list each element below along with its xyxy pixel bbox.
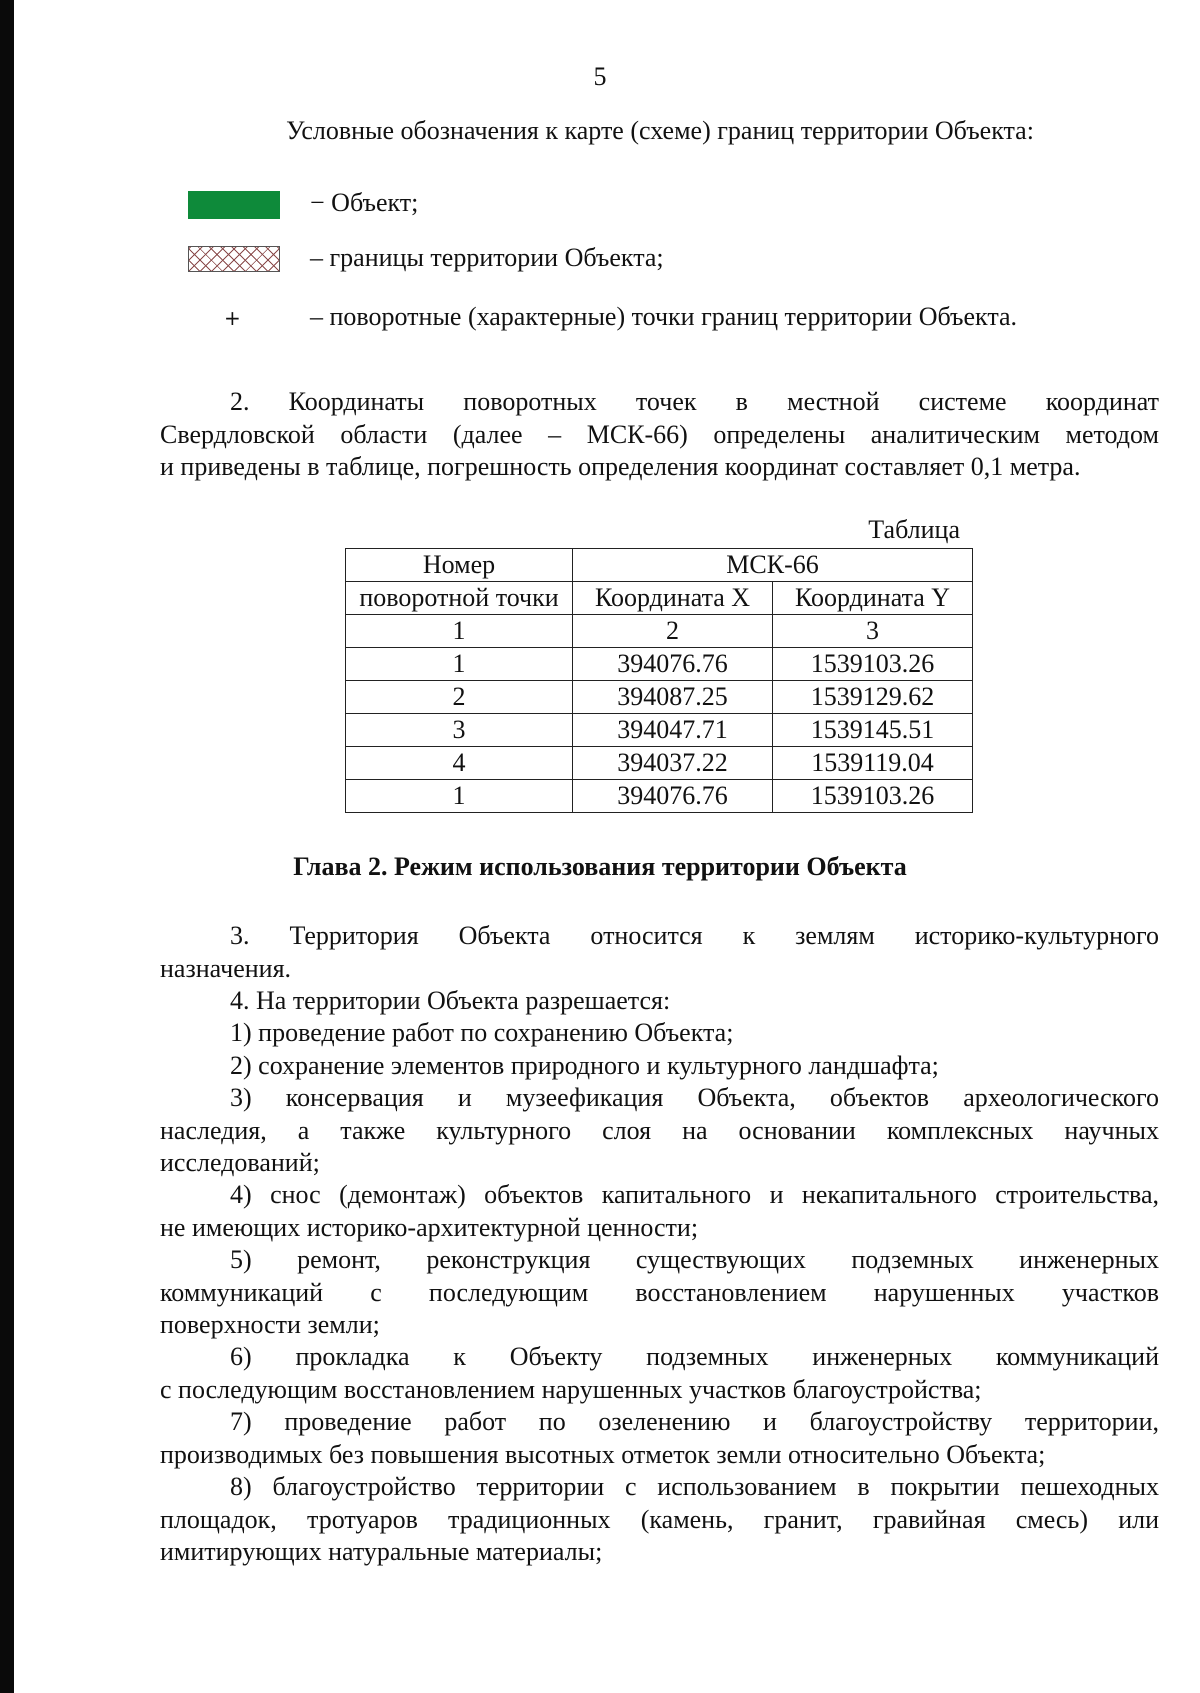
list-item-4 — [160, 1179, 1159, 1244]
list-item-7 — [160, 1406, 1159, 1471]
paragraph-line: назначения. — [160, 953, 292, 983]
chapter-title: Глава 2. Режим использования территории Объекта — [293, 852, 907, 881]
paragraph-line: 2. Координаты поворотных точек в местной системе координат — [230, 387, 1159, 416]
table-cell: 1539129.62 — [773, 681, 973, 714]
paragraph-line: 7) проведение работ по озеленению и благоустройству территории, — [230, 1407, 1159, 1436]
paragraph-line: площадок, тротуаров традиционных (камень, гранит, гравийная смесь) или — [160, 1504, 1159, 1534]
paragraph-line: наследия, а также культурного слоя на основании комплексных научных — [160, 1115, 1159, 1145]
table-cell: 3 — [346, 714, 573, 747]
paragraph-2 — [160, 386, 1159, 484]
turning-point-icon: + — [224, 306, 241, 330]
table-cell: 1 — [346, 648, 573, 681]
page-number: 5 — [593, 62, 607, 91]
boundary-crosshatch-swatch — [188, 246, 280, 272]
table-row — [346, 681, 973, 714]
paragraph-line: производимых без повышения высотных отметок земли относительно Объекта; — [160, 1439, 1046, 1469]
table-cell: 1 — [346, 780, 573, 813]
coordinates-table — [345, 548, 973, 813]
list-item-6 — [160, 1341, 1159, 1406]
list-item-2: 2) сохранение элементов природного и культурного ландшафта; — [230, 1051, 939, 1080]
table-cell: 1539103.26 — [773, 780, 973, 813]
paragraph-line: 4) снос (демонтаж) объектов капитального и некапитального строительства, — [230, 1180, 1159, 1209]
table-index-row — [346, 615, 973, 648]
table-row — [346, 648, 973, 681]
table-cell: 1 — [346, 615, 573, 648]
table-cell: 1539145.51 — [773, 714, 973, 747]
table-header-row — [346, 582, 973, 615]
legend-points-text: – поворотные (характерные) точки границ территории Объекта. — [310, 302, 1018, 331]
paragraph-line: 6) прокладка к Объекту подземных инженерных коммуникаций — [230, 1342, 1159, 1371]
paragraph-line: 3) консервация и музеефикация Объекта, объектов археологического — [230, 1083, 1159, 1112]
table-cell: 394076.76 — [573, 648, 773, 681]
list-item-1: 1) проведение работ по сохранению Объекта; — [230, 1018, 734, 1047]
table-cell: 2 — [346, 681, 573, 714]
table-cell: 4 — [346, 747, 573, 780]
table-cell: 1539103.26 — [773, 648, 973, 681]
table-cell: 1539119.04 — [773, 747, 973, 780]
table-cell: 394076.76 — [573, 780, 773, 813]
paragraph-line: 8) благоустройство территории с использованием в покрытии пешеходных — [230, 1472, 1159, 1501]
header-coordinate-x: Координата X — [573, 582, 773, 615]
paragraph-line: поверхности земли; — [160, 1310, 380, 1339]
paragraph-line: Свердловской области (далее – МСК-66) определены аналитическим методом — [160, 419, 1159, 449]
paragraph-line: 3. Территория Объекта относится к землям историко-культурного — [230, 921, 1159, 950]
paragraph-line: не имеющих историко-архитектурной ценности; — [160, 1212, 699, 1242]
header-msk66: МСК-66 — [573, 549, 973, 582]
list-item-5 — [160, 1244, 1159, 1342]
table-row — [346, 780, 973, 813]
header-coordinate-y: Координата Y — [773, 582, 973, 615]
table-cell: 2 — [573, 615, 773, 648]
paragraph-line: имитирующих натуральные материалы; — [160, 1537, 603, 1566]
object-green-swatch — [188, 191, 280, 219]
table-row — [346, 747, 973, 780]
table-cell: 3 — [773, 615, 973, 648]
list-item-3 — [160, 1082, 1159, 1180]
table-cell: 394047.71 — [573, 714, 773, 747]
paragraph-line: исследований; — [160, 1148, 320, 1177]
table-row — [346, 714, 973, 747]
table-cell: 394087.25 — [573, 681, 773, 714]
paragraph-3 — [160, 920, 1159, 985]
paragraph-line: 5) ремонт, реконструкция существующих подземных инженерных — [230, 1245, 1159, 1274]
paragraph-line: с последующим восстановлением нарушенных участков благоустройства; — [160, 1374, 982, 1404]
legend-boundary-text: – границы территории Объекта; — [310, 243, 664, 272]
legend-object-text: − Объект; — [310, 188, 419, 217]
paragraph-4: 4. На территории Объекта разрешается: — [230, 986, 671, 1015]
paragraph-line: и приведены в таблице, погрешность определения координат составляет 0,1 метра. — [160, 452, 1081, 481]
legend-title: Условные обозначения к карте (схеме) границ территории Объекта: — [286, 116, 1034, 145]
table-header-row — [346, 549, 973, 582]
list-item-8 — [160, 1471, 1159, 1569]
header-point-number-line2: поворотной точки — [346, 582, 573, 615]
table-cell: 394037.22 — [573, 747, 773, 780]
scan-edge — [0, 0, 14, 1693]
table-caption: Таблица — [868, 515, 960, 544]
paragraph-line: коммуникаций с последующим восстановлением нарушенных участков — [160, 1277, 1159, 1307]
header-point-number-line1: Номер — [346, 549, 573, 582]
